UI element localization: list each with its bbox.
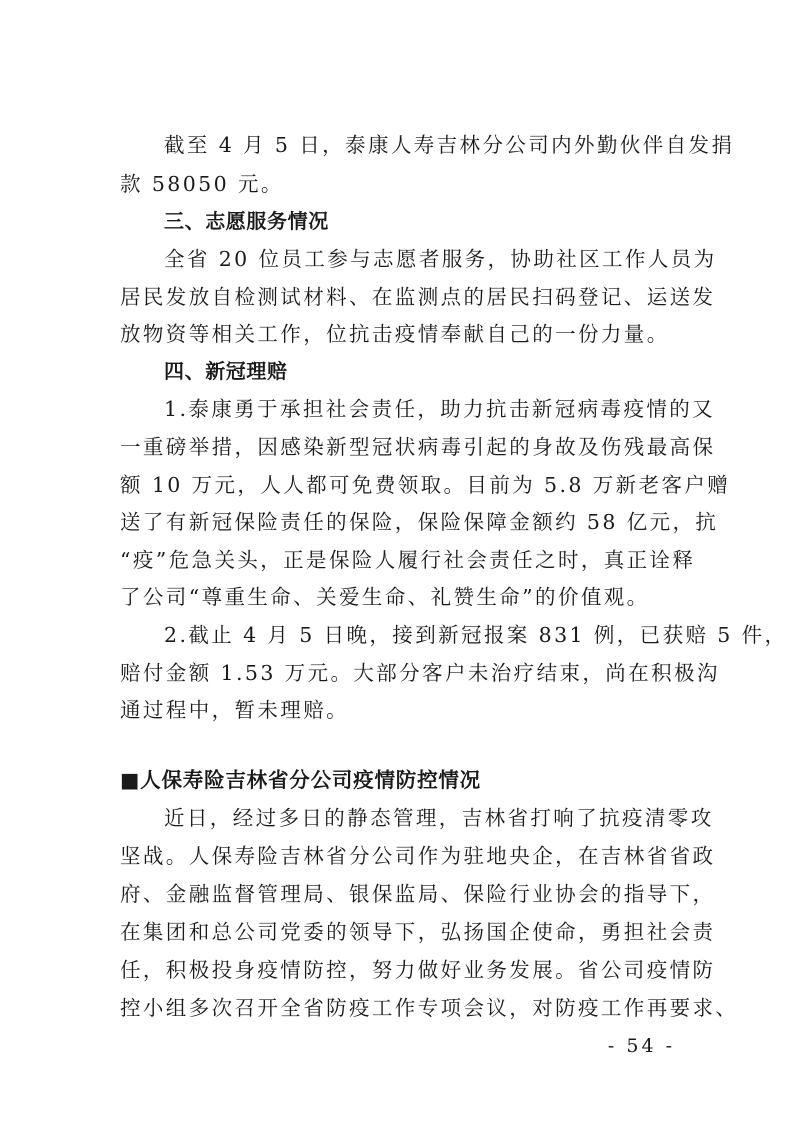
picc-section-title: ■人保寿险吉林省分公司疫情防控情况 [120, 768, 481, 792]
picc-line-2: 坚战。人保寿险吉林省分公司作为驻地央企，在吉林省省政 [120, 844, 716, 868]
picc-line-5: 任，积极投身疫情防控，努力做好业务发展。省公司疫情防 [120, 958, 716, 982]
volunteer-line-1: 全省 20 位员工参与志愿者服务，协助社区工作人员为 [164, 247, 717, 271]
volunteer-line-3: 放物资等相关工作，位抗击疫情奉献自己的一份力量。 [120, 322, 670, 346]
donation-line-2: 款 58050 元。 [120, 172, 284, 196]
claims-item1-line-4: 送了有新冠保险责任的保险，保险保障金额约 58 亿元，抗 [120, 510, 719, 534]
volunteer-line-2: 居民发放自检测试材料、在监测点的居民扫码登记、运送发 [120, 285, 716, 309]
claims-item1-line-6: 了公司“尊重生命、关爱生命、礼赞生命”的价值观。 [120, 585, 650, 609]
claims-item2-line-2: 赔付金额 1.53 万元。大部分客户未治疗结束，尚在积极沟 [120, 661, 720, 685]
claims-item1-line-2: 一重磅举措，因感染新型冠状病毒引起的身故及伤残最高保 [120, 435, 716, 459]
claims-item1-line-3: 额 10 万元，人人都可免费领取。目前为 5.8 万新老客户赠 [120, 473, 731, 497]
claims-heading: 四、新冠理赔 [164, 359, 288, 383]
volunteer-heading: 三、志愿服务情况 [164, 209, 329, 233]
donation-line-1: 截至 4 月 5 日，泰康人寿吉林分公司内外勤伙伴自发捐 [164, 133, 735, 157]
picc-line-3: 府、金融监督管理局、银保监局、保险行业协会的指导下， [120, 882, 716, 906]
picc-line-4: 在集团和总公司党委的领导下，弘扬国企使命，勇担社会责 [120, 920, 716, 944]
claims-item1-line-1: 1.泰康勇于承担社会责任，助力抗击新冠病毒疫情的又 [164, 397, 716, 421]
claims-item2-line-3: 通过程中，暂未理赔。 [120, 698, 349, 722]
claims-item2-line-1: 2.截止 4 月 5 日晚，接到新冠报案 831 例，已获赔 5 件， [164, 623, 788, 647]
picc-line-1: 近日，经过多日的静态管理，吉林省打响了抗疫清零攻 [164, 806, 714, 830]
page-number: - 54 - [607, 1035, 675, 1057]
picc-line-6: 控小组多次召开全省防疫工作专项会议，对防疫工作再要求、 [120, 996, 739, 1020]
claims-item1-line-5: “疫”危急关头，正是保险人履行社会责任之时，真正诠释 [120, 548, 696, 572]
